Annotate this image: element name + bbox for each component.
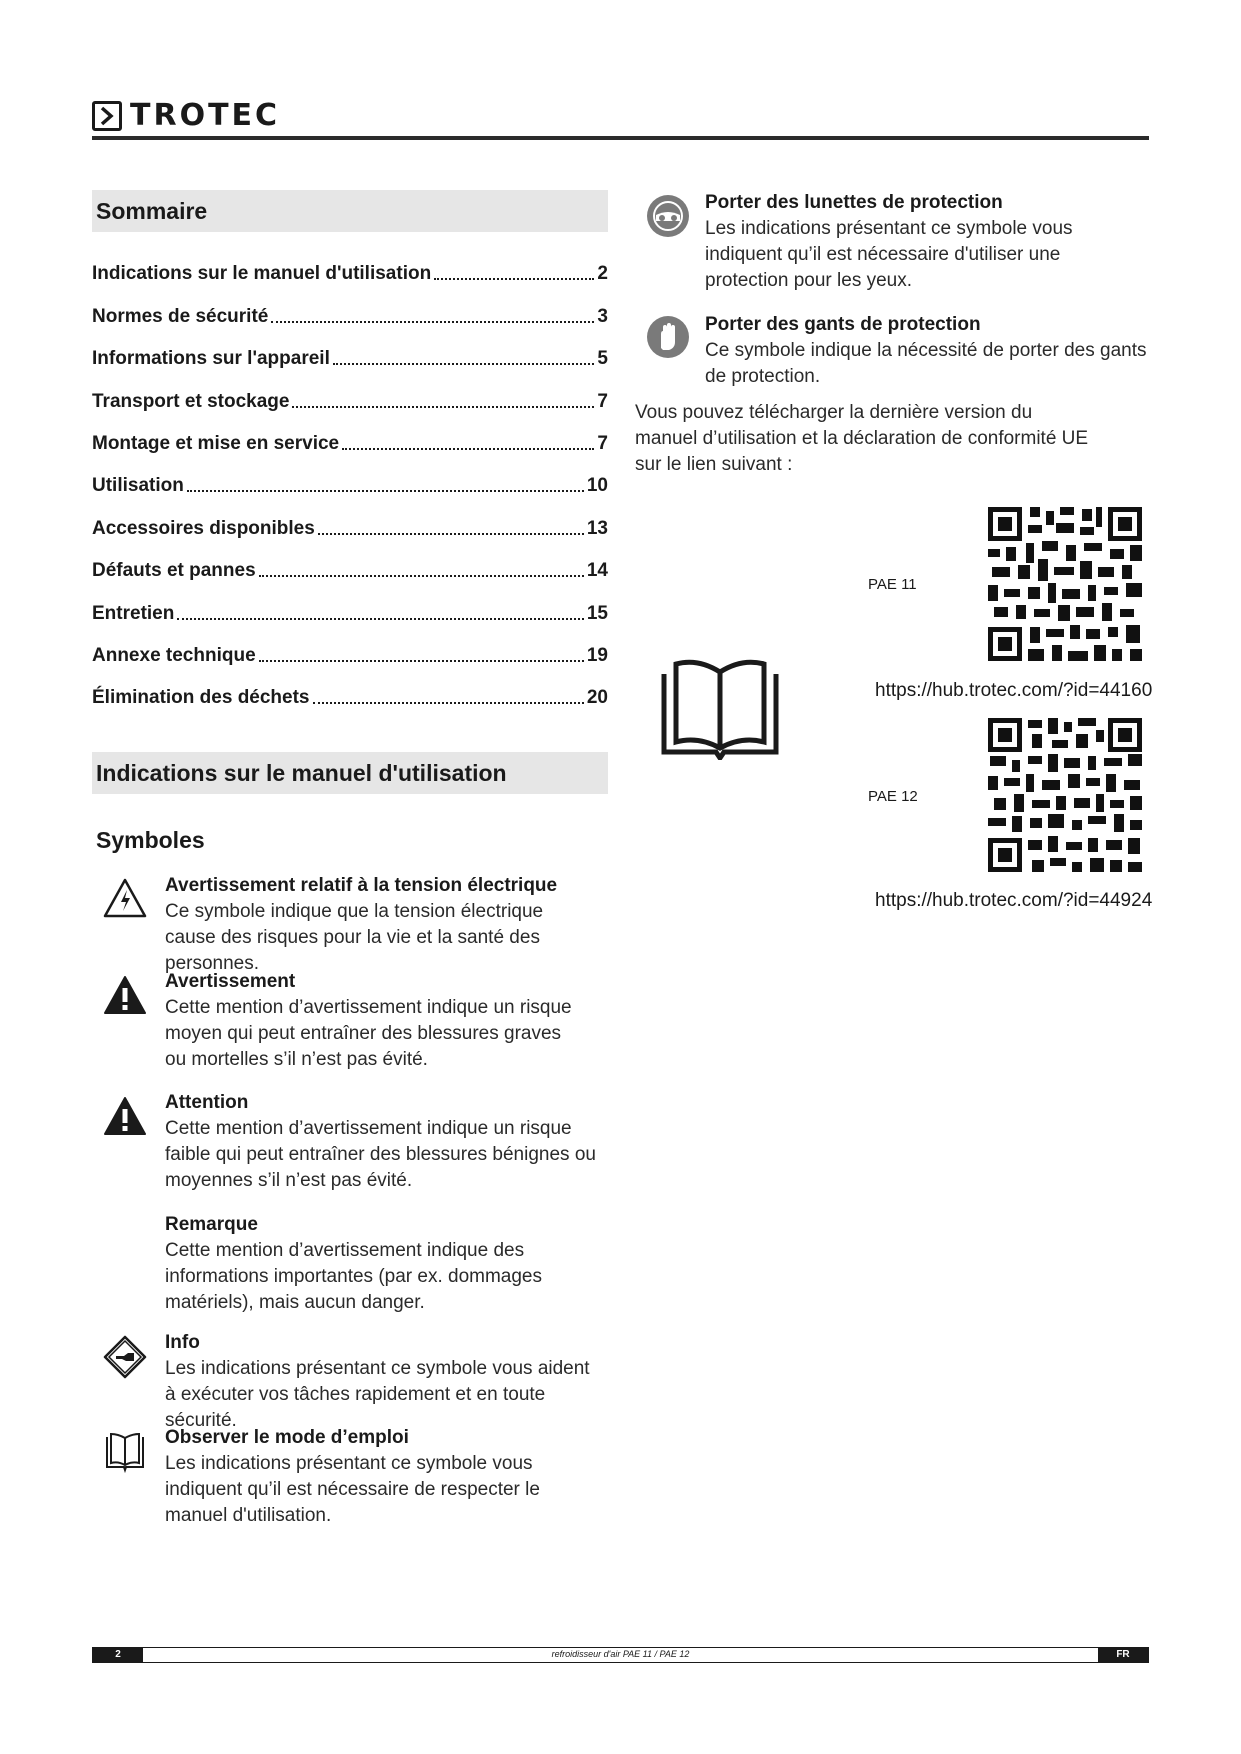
trotec-logo — [92, 98, 280, 134]
footer-language: FR — [1098, 1648, 1148, 1662]
symbol-entry — [705, 312, 1155, 390]
download-instructions: Vous pouvez télécharger la dernière version du manuel d’utilisation et la déclaration de conformité UE sur le lien suivant : — [635, 402, 1089, 475]
toc-entry[interactable] — [92, 328, 608, 370]
qr-code-image[interactable] — [986, 505, 1144, 663]
toc-entry[interactable] — [92, 455, 608, 497]
toc-leader — [187, 489, 584, 492]
symbol-description: Les indications présentant ce symbole vous indiquent qu’il est nécessaire de respecter le manuel d'utilisation. — [165, 1453, 540, 1526]
toc-heading: Sommaire — [92, 190, 608, 232]
chevron-right-icon — [92, 101, 122, 131]
manual-icon — [102, 1429, 148, 1475]
qr-link[interactable]: https://hub.trotec.com/?id=44160 — [875, 680, 1153, 701]
symbol-entry — [165, 1425, 685, 1529]
toc-entry-page: 2 — [597, 263, 608, 285]
toc-leader — [292, 405, 594, 408]
toc-entry-page: 13 — [586, 517, 608, 539]
symbol-title: Porter des gants de protection — [705, 314, 981, 335]
toc-entry-title: Indications sur le manuel d'utilisation — [92, 263, 432, 285]
toc-entry-page: 5 — [597, 348, 608, 370]
toc-leader — [177, 617, 584, 620]
toc-entry-page: 7 — [597, 432, 608, 454]
symbol-title: Observer le mode d’emploi — [165, 1427, 409, 1448]
toc-entry[interactable] — [92, 413, 608, 455]
toc-leader — [342, 447, 594, 450]
symbol-title: Info — [165, 1332, 200, 1353]
toc-entry-page: 19 — [586, 644, 608, 666]
toc-leader — [333, 362, 595, 365]
toc-entry-title: Utilisation — [92, 475, 184, 497]
electric-warning-icon — [102, 876, 148, 922]
toc-entry-title: Défauts et pannes — [92, 560, 256, 582]
info-icon — [102, 1334, 148, 1380]
toc-entry-page: 10 — [586, 475, 608, 497]
toc-entry-page: 20 — [586, 687, 608, 709]
warning-icon — [102, 973, 148, 1019]
qr-code-image[interactable] — [986, 716, 1144, 874]
symbols-heading: Symboles — [96, 827, 205, 853]
table-of-contents — [92, 243, 608, 709]
header-divider — [92, 136, 1149, 140]
manual-large-icon — [660, 650, 780, 760]
symbol-entry — [165, 1090, 685, 1194]
toc-entry[interactable] — [92, 540, 608, 582]
symbol-entry — [165, 969, 685, 1073]
symbol-description: Cette mention d’avertissement indique un risque faible qui peut entraîner des blessures bénignes ou moyennes s’il n’est pas évité. — [165, 1118, 596, 1191]
manual-section-heading: Indications sur le manuel d'utilisation — [92, 752, 608, 794]
toc-entry-title: Élimination des déchets — [92, 687, 310, 709]
symbol-title: Porter des lunettes de protection — [705, 192, 1003, 213]
toc-entry-title: Annexe technique — [92, 644, 256, 666]
toc-leader — [259, 574, 584, 577]
footer-page-number: 2 — [93, 1648, 143, 1662]
toc-leader — [313, 701, 584, 704]
toc-entry-page: 7 — [597, 390, 608, 412]
qr-label: PAE 11 — [868, 576, 917, 593]
gloves-icon — [645, 314, 691, 360]
toc-entry[interactable] — [92, 667, 608, 709]
toc-entry[interactable] — [92, 582, 608, 624]
symbol-title: Attention — [165, 1092, 249, 1113]
toc-entry[interactable] — [92, 370, 608, 412]
symbol-entry — [165, 873, 685, 977]
symbol-description: Ce symbole indique que la tension électrique cause des risques pour la vie et la santé des personnes. — [165, 901, 544, 974]
toc-entry-title: Montage et mise en service — [92, 432, 340, 454]
brand-name: TROTEC — [130, 98, 281, 133]
caution-icon — [102, 1094, 148, 1140]
toc-leader — [271, 320, 594, 323]
symbol-description: Les indications présentant ce symbole vous aident à exécuter vos tâches rapidement et en toute sécurité. — [165, 1358, 590, 1431]
symbol-entry — [165, 1212, 685, 1316]
symbol-title: Avertissement relatif à la tension électrique — [165, 875, 558, 896]
toc-entry-title: Transport et stockage — [92, 390, 290, 412]
symbol-description: Cette mention d’avertissement indique des informations importantes (par ex. dommages matériels), mais aucun danger. — [165, 1240, 542, 1313]
page-footer — [92, 1647, 1149, 1663]
symbol-description: Ce symbole indique la nécessité de porter des gants de protection. — [705, 340, 1147, 387]
toc-entry-page: 14 — [586, 560, 608, 582]
toc-entry[interactable] — [92, 497, 608, 539]
symbol-title: Remarque — [165, 1214, 258, 1235]
qr-label: PAE 12 — [868, 788, 918, 805]
goggles-icon — [645, 193, 691, 239]
symbol-title: Avertissement — [165, 971, 296, 992]
symbol-entry — [165, 1330, 685, 1434]
toc-entry-title: Accessoires disponibles — [92, 517, 315, 539]
toc-entry[interactable] — [92, 285, 608, 327]
toc-entry-title: Normes de sécurité — [92, 305, 269, 327]
toc-entry[interactable] — [92, 243, 608, 285]
symbol-entry — [705, 190, 1145, 294]
footer-doc-title: refroidisseur d'air PAE 11 / PAE 12 — [551, 1649, 690, 1659]
symbol-description: Les indications présentant ce symbole vous indiquent qu’il est nécessaire d'utiliser une protection pour les yeux. — [705, 218, 1073, 291]
toc-leader — [259, 659, 584, 662]
toc-leader — [434, 277, 594, 280]
toc-entry-page: 15 — [586, 602, 608, 624]
toc-entry-title: Informations sur l'appareil — [92, 348, 330, 370]
qr-link[interactable]: https://hub.trotec.com/?id=44924 — [875, 890, 1153, 911]
toc-entry[interactable] — [92, 625, 608, 667]
symbol-description: Cette mention d’avertissement indique un risque moyen qui peut entraîner des blessures graves ou mortelles s’il n’est pas évité. — [165, 997, 572, 1070]
toc-leader — [318, 532, 584, 535]
toc-entry-title: Entretien — [92, 602, 175, 624]
toc-entry-page: 3 — [597, 305, 608, 327]
